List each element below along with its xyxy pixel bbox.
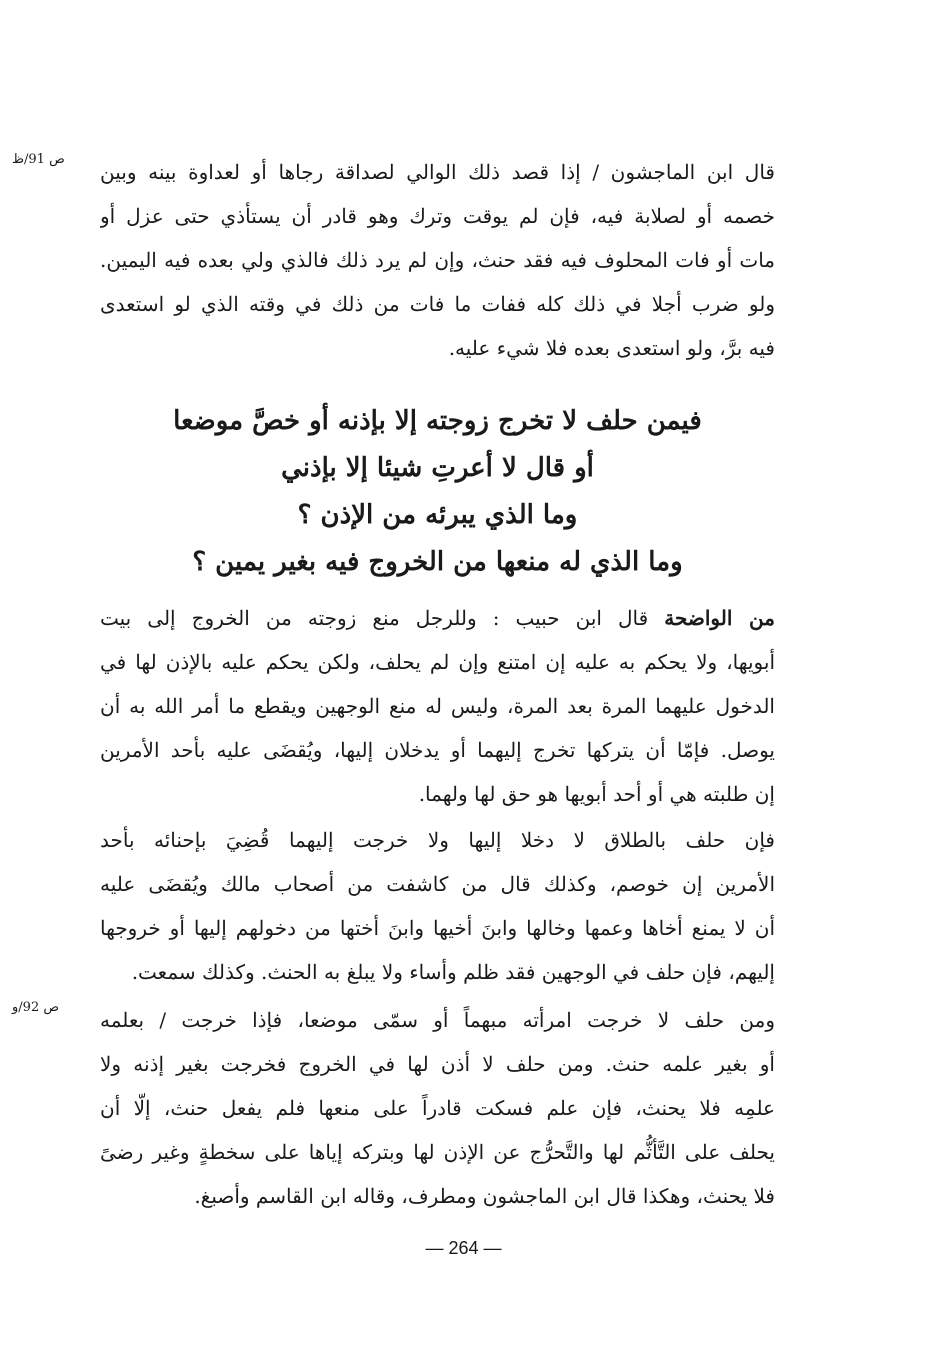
text-line: قال ابن الماجشون / إذا قصد ذلك الوالي لصداقة رجاها أو لعداوة بينه وبين [100,160,775,184]
heading-line: أو قال لا أعرتِ شيئا إلا بإذني [281,453,594,483]
page-number: — 264 — [425,1238,502,1258]
text-line: ومن حلف لا خرجت امرأته مبهماً أو سمّى موضعا، فإذا خرجت / بعلمه [100,1008,775,1032]
paragraph-4 [100,998,775,1218]
text-line: فلا يحنث، وهكذا قال ابن الماجشون ومطرف، وقاله ابن القاسم وأصبغ. [194,1184,775,1208]
heading-line: وما الذي يبرئه من الإذن ؟ [297,500,578,530]
text-line: إن طلبته هي أو أحد أبويها هو حق لها ولهما. [418,782,775,806]
paragraph-1 [100,150,775,370]
folio-marker: ص 91/ظ [12,152,65,167]
text-line: فإن حلف بالطلاق لا دخلا إليها ولا خرجت إليهما قُضِيَ بإحنائه بأحد [100,828,775,852]
text-line: علمِه فلا يحنث، فإن علم فسكت قادراً على منعها فلم يفعل حنث، إلّا أن [100,1096,775,1120]
text-line: الدخول عليهما المرة بعد المرة، وليس له منع الوجهين ويقطع ما أمر الله به أن [100,694,775,718]
text-line: خصمه أو لصلابة فيه، فإن لم يوقت وترك وهو قادر أن يستأذي حتى عزل أو [100,204,775,228]
paragraph-2 [100,596,775,816]
heading-line: وما الذي له منعها من الخروج فيه بغير يمين ؟ [192,547,683,577]
text-line: أن لا يمنع أخاها وعمها وخالها وابنَ أخيها وابنَ أختها من دخولهم إليها أو خروجها [100,916,775,940]
section-heading [100,398,775,586]
folio-marker: ص 92/و [12,1000,60,1015]
text-line: يوصل. فإمّا أن يتركها تخرج إليهما أو يدخلان إليها، ويُقضَى عليه بأحد الأمرين [100,738,775,762]
text-span: قال ابن حبيب : وللرجل منع زوجته من الخروج إلى بيت [100,606,665,630]
heading-line: فيمن حلف لا تخرج زوجته إلا بإذنه أو خصَّ موضعا [173,406,702,436]
source-label: من الواضحة [664,606,775,630]
text-line [100,596,775,640]
text-line: يحلف على التَّأثُّم لها والتَّحرُّج عن الإذن لها وبتركه إياها على سخطةٍ وغير رضىً [100,1140,775,1164]
text-line: أبويها، ولا يحكم به عليه إن امتنع وإن لم يحلف، ولكن يحكم عليه بالإذن لها في [100,650,775,674]
text-line: إليهم، فإن حلف في الوجهين فقد ظلم وأساء ولا يبلغ به الحنث. وكذلك سمعت. [131,960,775,984]
text-line: أو بغير علمه حنث. ومن حلف لا أذن لها في الخروج فخرجت بغير إذنه ولا [100,1052,775,1076]
text-line: فيه برَّ، ولو استعدى بعده فلا شيء عليه. [448,336,775,360]
paragraph-3 [100,818,775,994]
text-line: مات أو فات المحلوف فيه فقد حنث، وإن لم يرد ذلك فالذي ولي بعده فيه اليمين. [100,248,775,272]
text-line: الأمرين إن خوصم، وكذلك قال من كاشفت من أصحاب مالك ويُقضَى عليه [100,872,775,896]
text-line: ولو ضرب أجلا في ذلك كله ففات ما فات من ذلك في وقته الذي لو استعدى [100,292,775,316]
